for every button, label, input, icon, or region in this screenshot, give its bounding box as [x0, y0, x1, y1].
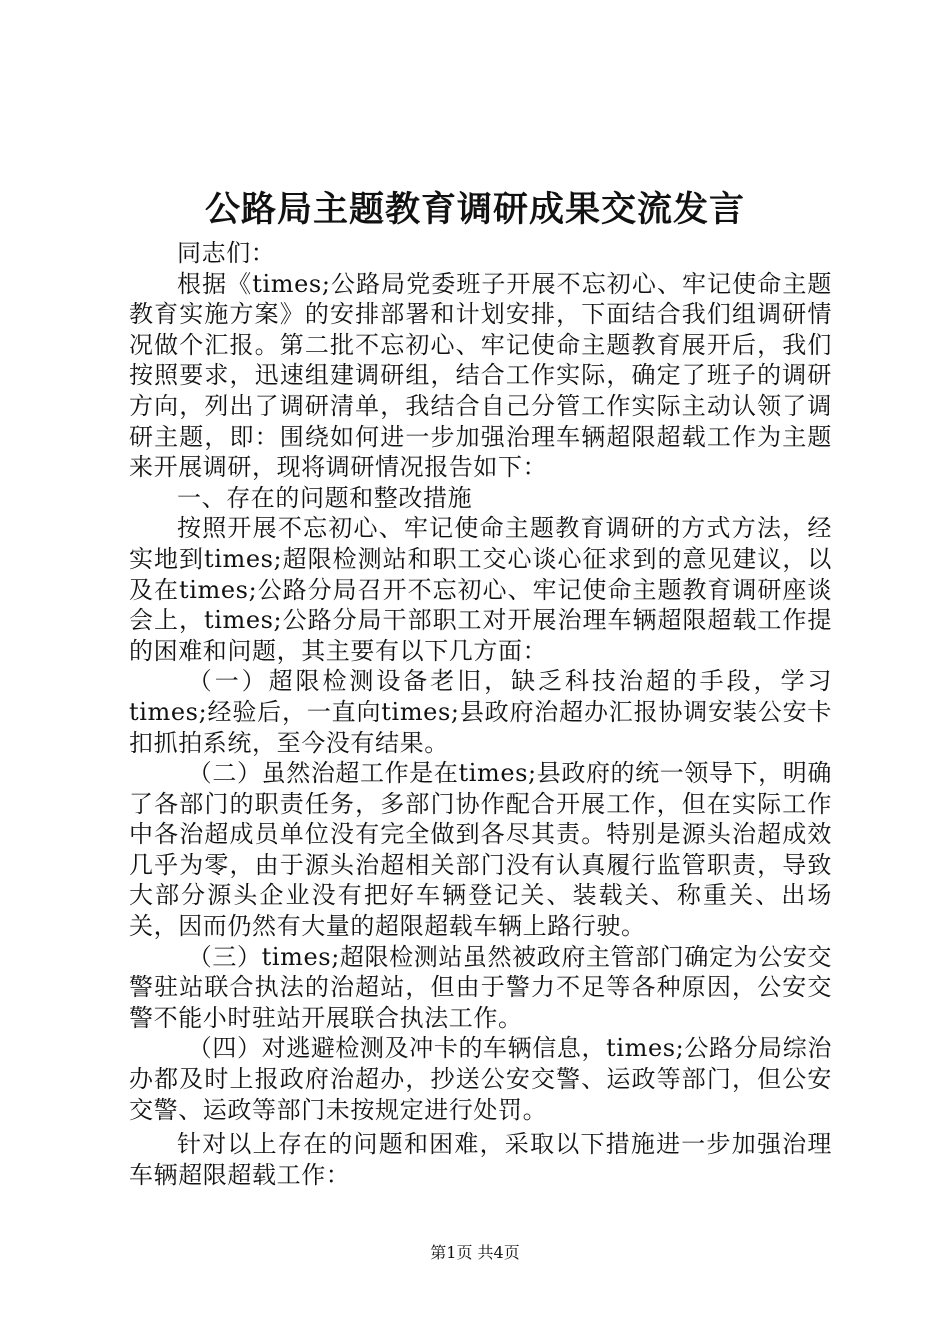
section-heading: 一、存在的问题和整改措施	[177, 483, 473, 512]
body-paragraph: 根据《times;公路局党委班子开展不忘初心、牢记使命主题教育实施方案》的安排部署和计划安排，下面结合我们组调研情况做个汇报。第二批不忘初心、牢记使命主题教育展开后，我们按照要求，迅速组建调研组，结合工作实际，确定了班子的调研方向，列出了调研清单，我结合自己分管工作实际主动认领了调研主题，即：围绕如何进一步加强治理车辆超限超载工作为主题来开展调研，现将调研情况报告如下：	[129, 269, 832, 482]
body-paragraph: 按照开展不忘初心、牢记使命主题教育调研的方式方法，经实地到times;超限检测站和职工交心谈心征求到的意见建议，以及在times;公路分局召开不忘初心、牢记使命主题教育调研座谈会上，times;公路分局干部职工对开展治理车辆超限超载工作提的困难和问题，其主要有以下几方面：	[129, 514, 832, 665]
list-item: （二）虽然治超工作是在times;县政府的统一领导下，明确了各部门的职责任务，多部门协作配合开展工作，但在实际工作中各治超成员单位没有完全做到各尽其责。特别是源头治超成效几乎为零，由于源头治超相关部门没有认真履行监管职责，导致大部分源头企业没有把好车辆登记关、装载关、称重关、出场关，因而仍然有大量的超限超载车辆上路行驶。	[129, 759, 832, 941]
page-footer: 第1页 共4页	[430, 1243, 520, 1262]
list-item: （一）超限检测设备老旧，缺乏科技治超的手段，学习times;经验后，一直向times;县政府治超办汇报协调安装公安卡扣抓拍系统，至今没有结果。	[129, 667, 832, 757]
document-body	[129, 238, 832, 1190]
salutation: 同志们：	[177, 239, 276, 267]
document-title: 公路局主题教育调研成果交流发言	[204, 189, 745, 230]
body-paragraph: 针对以上存在的问题和困难，采取以下措施进一步加强治理车辆超限超载工作：	[129, 1130, 832, 1189]
list-item: （三）times;超限检测站虽然被政府主管部门确定为公安交警驻站联合执法的治超站，但由于警力不足等各种原因，公安交警不能小时驻站开展联合执法工作。	[129, 942, 832, 1032]
list-item: （四）对逃避检测及冲卡的车辆信息，times;公路分局综治办都及时上报政府治超办，抄送公安交警、运政等部门，但公安交警、运政等部门未按规定进行处罚。	[129, 1034, 832, 1124]
